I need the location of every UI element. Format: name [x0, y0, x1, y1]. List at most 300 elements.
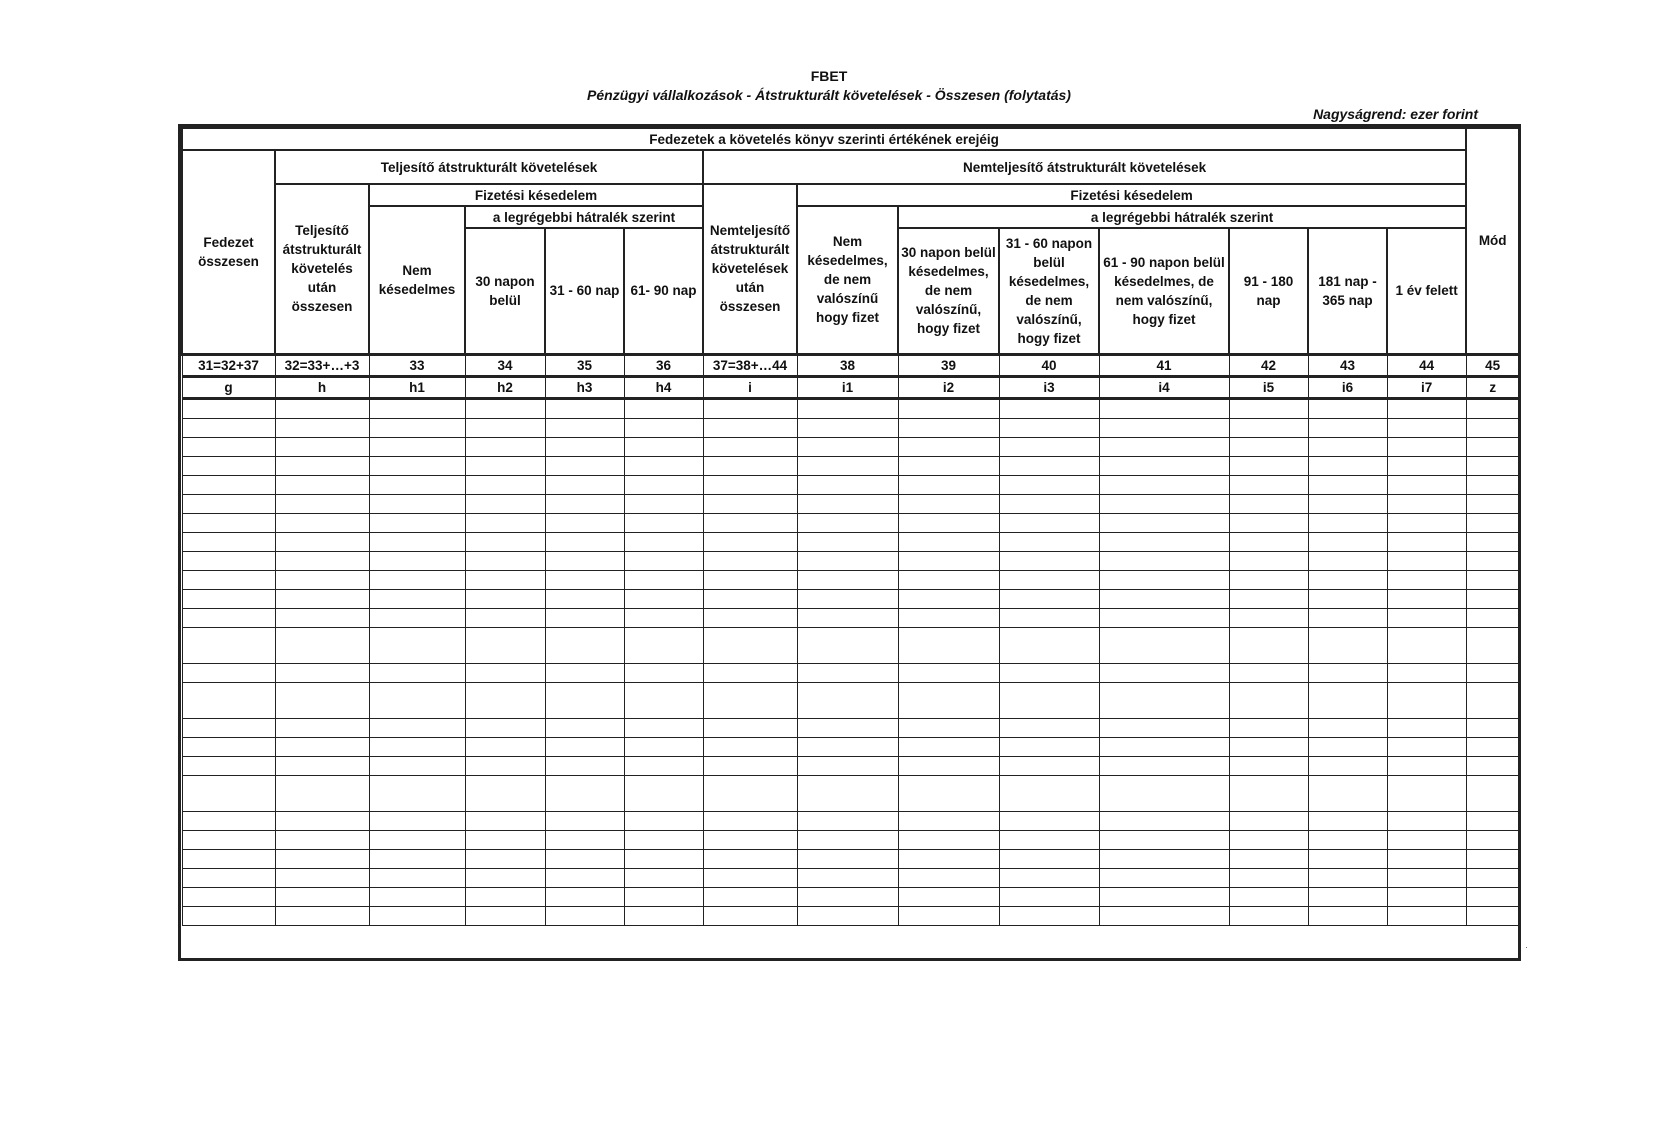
entry-cell[interactable] — [182, 437, 275, 456]
entry-cell[interactable] — [999, 868, 1099, 887]
entry-cell[interactable] — [369, 906, 465, 925]
entry-cell[interactable] — [999, 737, 1099, 756]
entry-cell[interactable] — [898, 737, 999, 756]
entry-cell[interactable] — [1466, 494, 1519, 513]
entry-cell[interactable] — [182, 475, 275, 494]
entry-cell[interactable] — [369, 663, 465, 682]
entry-cell[interactable] — [1229, 627, 1308, 663]
entry-cell[interactable] — [898, 627, 999, 663]
entry-cell[interactable] — [1099, 608, 1229, 627]
entry-cell[interactable] — [1099, 570, 1229, 589]
entry-cell[interactable] — [1229, 475, 1308, 494]
entry-cell[interactable] — [624, 608, 703, 627]
entry-cell[interactable] — [703, 475, 797, 494]
entry-cell[interactable] — [624, 418, 703, 437]
entry-cell[interactable] — [1308, 551, 1387, 570]
entry-cell[interactable] — [1387, 551, 1466, 570]
entry-cell[interactable] — [797, 589, 898, 608]
entry-cell[interactable] — [1308, 663, 1387, 682]
entry-cell[interactable] — [1229, 849, 1308, 868]
entry-cell[interactable] — [465, 737, 545, 756]
entry-cell[interactable] — [369, 532, 465, 551]
entry-cell[interactable] — [1466, 475, 1519, 494]
entry-cell[interactable] — [1387, 887, 1466, 906]
entry-cell[interactable] — [545, 627, 624, 663]
entry-cell[interactable] — [898, 811, 999, 830]
entry-cell[interactable] — [624, 570, 703, 589]
entry-cell[interactable] — [797, 418, 898, 437]
entry-cell[interactable] — [1229, 608, 1308, 627]
entry-cell[interactable] — [545, 718, 624, 737]
entry-cell[interactable] — [182, 830, 275, 849]
entry-cell[interactable] — [369, 627, 465, 663]
entry-cell[interactable] — [624, 756, 703, 775]
entry-cell[interactable] — [182, 608, 275, 627]
entry-cell[interactable] — [545, 811, 624, 830]
entry-cell[interactable] — [545, 849, 624, 868]
entry-cell[interactable] — [797, 906, 898, 925]
entry-cell[interactable] — [369, 494, 465, 513]
entry-cell[interactable] — [182, 513, 275, 532]
entry-cell[interactable] — [1229, 456, 1308, 475]
entry-cell[interactable] — [275, 775, 369, 811]
entry-cell[interactable] — [703, 456, 797, 475]
entry-cell[interactable] — [1387, 906, 1466, 925]
entry-cell[interactable] — [1099, 906, 1229, 925]
entry-cell[interactable] — [369, 775, 465, 811]
entry-cell[interactable] — [624, 718, 703, 737]
entry-cell[interactable] — [1308, 532, 1387, 551]
entry-cell[interactable] — [1466, 398, 1519, 418]
entry-cell[interactable] — [1229, 811, 1308, 830]
entry-cell[interactable] — [369, 437, 465, 456]
entry-cell[interactable] — [624, 775, 703, 811]
entry-cell[interactable] — [465, 608, 545, 627]
entry-cell[interactable] — [898, 682, 999, 718]
entry-cell[interactable] — [1387, 456, 1466, 475]
entry-cell[interactable] — [898, 849, 999, 868]
entry-cell[interactable] — [1099, 849, 1229, 868]
entry-cell[interactable] — [182, 775, 275, 811]
entry-cell[interactable] — [624, 589, 703, 608]
entry-cell[interactable] — [275, 418, 369, 437]
entry-cell[interactable] — [369, 551, 465, 570]
entry-cell[interactable] — [1229, 775, 1308, 811]
entry-cell[interactable] — [1229, 718, 1308, 737]
entry-cell[interactable] — [1308, 830, 1387, 849]
entry-cell[interactable] — [898, 868, 999, 887]
entry-cell[interactable] — [1308, 494, 1387, 513]
entry-cell[interactable] — [1466, 532, 1519, 551]
entry-cell[interactable] — [1387, 718, 1466, 737]
entry-cell[interactable] — [369, 682, 465, 718]
entry-cell[interactable] — [182, 398, 275, 418]
entry-cell[interactable] — [797, 756, 898, 775]
entry-cell[interactable] — [624, 475, 703, 494]
entry-cell[interactable] — [624, 887, 703, 906]
entry-cell[interactable] — [182, 906, 275, 925]
entry-cell[interactable] — [999, 775, 1099, 811]
entry-cell[interactable] — [624, 627, 703, 663]
entry-cell[interactable] — [1308, 811, 1387, 830]
entry-cell[interactable] — [703, 513, 797, 532]
entry-cell[interactable] — [182, 737, 275, 756]
entry-cell[interactable] — [1308, 570, 1387, 589]
entry-cell[interactable] — [624, 849, 703, 868]
entry-cell[interactable] — [1099, 475, 1229, 494]
entry-cell[interactable] — [703, 849, 797, 868]
entry-cell[interactable] — [999, 811, 1099, 830]
entry-cell[interactable] — [898, 718, 999, 737]
entry-cell[interactable] — [369, 398, 465, 418]
entry-cell[interactable] — [999, 849, 1099, 868]
entry-cell[interactable] — [465, 868, 545, 887]
entry-cell[interactable] — [182, 570, 275, 589]
entry-cell[interactable] — [1229, 551, 1308, 570]
entry-cell[interactable] — [1229, 906, 1308, 925]
entry-cell[interactable] — [369, 475, 465, 494]
entry-cell[interactable] — [369, 513, 465, 532]
entry-cell[interactable] — [797, 608, 898, 627]
entry-cell[interactable] — [1229, 418, 1308, 437]
entry-cell[interactable] — [898, 906, 999, 925]
entry-cell[interactable] — [1387, 737, 1466, 756]
entry-cell[interactable] — [465, 513, 545, 532]
entry-cell[interactable] — [1229, 830, 1308, 849]
entry-cell[interactable] — [465, 456, 545, 475]
entry-cell[interactable] — [1387, 682, 1466, 718]
entry-cell[interactable] — [999, 830, 1099, 849]
entry-cell[interactable] — [797, 682, 898, 718]
entry-cell[interactable] — [182, 494, 275, 513]
entry-cell[interactable] — [275, 737, 369, 756]
entry-cell[interactable] — [624, 830, 703, 849]
entry-cell[interactable] — [1387, 475, 1466, 494]
entry-cell[interactable] — [1387, 589, 1466, 608]
entry-cell[interactable] — [545, 513, 624, 532]
entry-cell[interactable] — [624, 456, 703, 475]
entry-cell[interactable] — [703, 663, 797, 682]
entry-cell[interactable] — [703, 868, 797, 887]
entry-cell[interactable] — [703, 682, 797, 718]
entry-cell[interactable] — [275, 456, 369, 475]
entry-cell[interactable] — [545, 682, 624, 718]
entry-cell[interactable] — [1387, 570, 1466, 589]
entry-cell[interactable] — [1466, 513, 1519, 532]
entry-cell[interactable] — [797, 551, 898, 570]
entry-cell[interactable] — [465, 589, 545, 608]
entry-cell[interactable] — [1229, 570, 1308, 589]
entry-cell[interactable] — [1466, 437, 1519, 456]
entry-cell[interactable] — [797, 775, 898, 811]
entry-cell[interactable] — [465, 475, 545, 494]
entry-cell[interactable] — [703, 737, 797, 756]
entry-cell[interactable] — [275, 608, 369, 627]
entry-cell[interactable] — [703, 589, 797, 608]
entry-cell[interactable] — [797, 663, 898, 682]
entry-cell[interactable] — [369, 756, 465, 775]
entry-cell[interactable] — [1308, 737, 1387, 756]
entry-cell[interactable] — [1308, 398, 1387, 418]
entry-cell[interactable] — [1099, 437, 1229, 456]
entry-cell[interactable] — [465, 887, 545, 906]
entry-cell[interactable] — [898, 775, 999, 811]
entry-cell[interactable] — [999, 437, 1099, 456]
entry-cell[interactable] — [999, 663, 1099, 682]
entry-cell[interactable] — [182, 682, 275, 718]
entry-cell[interactable] — [1387, 418, 1466, 437]
entry-cell[interactable] — [275, 887, 369, 906]
entry-cell[interactable] — [275, 682, 369, 718]
entry-cell[interactable] — [898, 551, 999, 570]
entry-cell[interactable] — [1387, 513, 1466, 532]
entry-cell[interactable] — [703, 437, 797, 456]
entry-cell[interactable] — [1466, 627, 1519, 663]
entry-cell[interactable] — [545, 663, 624, 682]
entry-cell[interactable] — [797, 849, 898, 868]
entry-cell[interactable] — [1466, 737, 1519, 756]
entry-cell[interactable] — [545, 737, 624, 756]
entry-cell[interactable] — [275, 849, 369, 868]
entry-cell[interactable] — [624, 513, 703, 532]
entry-cell[interactable] — [182, 868, 275, 887]
entry-cell[interactable] — [1099, 868, 1229, 887]
entry-cell[interactable] — [1099, 775, 1229, 811]
entry-cell[interactable] — [1099, 532, 1229, 551]
entry-cell[interactable] — [999, 551, 1099, 570]
entry-cell[interactable] — [465, 494, 545, 513]
entry-cell[interactable] — [275, 868, 369, 887]
entry-cell[interactable] — [1466, 589, 1519, 608]
entry-cell[interactable] — [1308, 627, 1387, 663]
entry-cell[interactable] — [545, 775, 624, 811]
entry-cell[interactable] — [465, 718, 545, 737]
entry-cell[interactable] — [1387, 398, 1466, 418]
entry-cell[interactable] — [898, 608, 999, 627]
entry-cell[interactable] — [369, 811, 465, 830]
entry-cell[interactable] — [369, 868, 465, 887]
entry-cell[interactable] — [1229, 589, 1308, 608]
entry-cell[interactable] — [797, 830, 898, 849]
entry-cell[interactable] — [1466, 418, 1519, 437]
entry-cell[interactable] — [703, 830, 797, 849]
entry-cell[interactable] — [1466, 663, 1519, 682]
entry-cell[interactable] — [1229, 663, 1308, 682]
entry-cell[interactable] — [703, 494, 797, 513]
entry-cell[interactable] — [275, 570, 369, 589]
entry-cell[interactable] — [1466, 682, 1519, 718]
entry-cell[interactable] — [1387, 437, 1466, 456]
entry-cell[interactable] — [182, 532, 275, 551]
entry-cell[interactable] — [999, 682, 1099, 718]
entry-cell[interactable] — [182, 718, 275, 737]
entry-cell[interactable] — [182, 849, 275, 868]
entry-cell[interactable] — [1466, 849, 1519, 868]
entry-cell[interactable] — [1387, 775, 1466, 811]
entry-cell[interactable] — [1099, 756, 1229, 775]
entry-cell[interactable] — [898, 830, 999, 849]
entry-cell[interactable] — [1308, 906, 1387, 925]
entry-cell[interactable] — [182, 887, 275, 906]
entry-cell[interactable] — [1099, 589, 1229, 608]
entry-cell[interactable] — [703, 811, 797, 830]
entry-cell[interactable] — [1466, 887, 1519, 906]
entry-cell[interactable] — [1308, 849, 1387, 868]
entry-cell[interactable] — [369, 608, 465, 627]
entry-cell[interactable] — [545, 475, 624, 494]
entry-cell[interactable] — [369, 589, 465, 608]
entry-cell[interactable] — [703, 418, 797, 437]
entry-cell[interactable] — [1387, 830, 1466, 849]
entry-cell[interactable] — [797, 494, 898, 513]
entry-cell[interactable] — [545, 456, 624, 475]
entry-cell[interactable] — [275, 811, 369, 830]
entry-cell[interactable] — [703, 627, 797, 663]
entry-cell[interactable] — [275, 627, 369, 663]
entry-cell[interactable] — [545, 906, 624, 925]
entry-cell[interactable] — [898, 513, 999, 532]
entry-cell[interactable] — [624, 437, 703, 456]
entry-cell[interactable] — [999, 418, 1099, 437]
entry-cell[interactable] — [898, 663, 999, 682]
entry-cell[interactable] — [275, 494, 369, 513]
entry-cell[interactable] — [1099, 830, 1229, 849]
entry-cell[interactable] — [999, 627, 1099, 663]
entry-cell[interactable] — [703, 775, 797, 811]
entry-cell[interactable] — [1229, 737, 1308, 756]
entry-cell[interactable] — [797, 513, 898, 532]
entry-cell[interactable] — [1387, 868, 1466, 887]
entry-cell[interactable] — [369, 849, 465, 868]
entry-cell[interactable] — [797, 627, 898, 663]
entry-cell[interactable] — [465, 663, 545, 682]
entry-cell[interactable] — [999, 756, 1099, 775]
entry-cell[interactable] — [1466, 906, 1519, 925]
entry-cell[interactable] — [1229, 398, 1308, 418]
entry-cell[interactable] — [624, 737, 703, 756]
entry-cell[interactable] — [465, 570, 545, 589]
entry-cell[interactable] — [182, 627, 275, 663]
entry-cell[interactable] — [465, 906, 545, 925]
entry-cell[interactable] — [465, 811, 545, 830]
entry-cell[interactable] — [797, 887, 898, 906]
entry-cell[interactable] — [1229, 494, 1308, 513]
entry-cell[interactable] — [1099, 663, 1229, 682]
entry-cell[interactable] — [703, 718, 797, 737]
entry-cell[interactable] — [1387, 756, 1466, 775]
entry-cell[interactable] — [275, 756, 369, 775]
entry-cell[interactable] — [999, 589, 1099, 608]
entry-cell[interactable] — [1099, 627, 1229, 663]
entry-cell[interactable] — [545, 608, 624, 627]
entry-cell[interactable] — [1466, 830, 1519, 849]
entry-cell[interactable] — [182, 456, 275, 475]
entry-cell[interactable] — [1229, 682, 1308, 718]
entry-cell[interactable] — [898, 475, 999, 494]
entry-cell[interactable] — [465, 418, 545, 437]
entry-cell[interactable] — [465, 756, 545, 775]
entry-cell[interactable] — [1229, 756, 1308, 775]
entry-cell[interactable] — [1099, 737, 1229, 756]
entry-cell[interactable] — [182, 589, 275, 608]
entry-cell[interactable] — [797, 718, 898, 737]
entry-cell[interactable] — [1466, 868, 1519, 887]
entry-cell[interactable] — [1466, 551, 1519, 570]
entry-cell[interactable] — [999, 608, 1099, 627]
entry-cell[interactable] — [465, 627, 545, 663]
entry-cell[interactable] — [1466, 718, 1519, 737]
entry-cell[interactable] — [1466, 570, 1519, 589]
entry-cell[interactable] — [624, 532, 703, 551]
entry-cell[interactable] — [1308, 868, 1387, 887]
entry-cell[interactable] — [1099, 887, 1229, 906]
entry-cell[interactable] — [182, 811, 275, 830]
entry-cell[interactable] — [703, 398, 797, 418]
entry-cell[interactable] — [1466, 811, 1519, 830]
entry-cell[interactable] — [275, 589, 369, 608]
entry-cell[interactable] — [1099, 398, 1229, 418]
entry-cell[interactable] — [898, 887, 999, 906]
entry-cell[interactable] — [465, 682, 545, 718]
entry-cell[interactable] — [465, 532, 545, 551]
entry-cell[interactable] — [999, 475, 1099, 494]
entry-cell[interactable] — [999, 532, 1099, 551]
entry-cell[interactable] — [182, 663, 275, 682]
entry-cell[interactable] — [898, 532, 999, 551]
entry-cell[interactable] — [545, 398, 624, 418]
entry-cell[interactable] — [797, 570, 898, 589]
entry-cell[interactable] — [797, 532, 898, 551]
entry-cell[interactable] — [369, 718, 465, 737]
entry-cell[interactable] — [999, 456, 1099, 475]
entry-cell[interactable] — [1308, 756, 1387, 775]
entry-cell[interactable] — [1308, 513, 1387, 532]
entry-cell[interactable] — [1229, 868, 1308, 887]
entry-cell[interactable] — [545, 551, 624, 570]
entry-cell[interactable] — [624, 663, 703, 682]
entry-cell[interactable] — [545, 418, 624, 437]
entry-cell[interactable] — [275, 830, 369, 849]
entry-cell[interactable] — [1099, 494, 1229, 513]
entry-cell[interactable] — [1387, 811, 1466, 830]
entry-cell[interactable] — [898, 418, 999, 437]
entry-cell[interactable] — [999, 513, 1099, 532]
entry-cell[interactable] — [898, 437, 999, 456]
entry-cell[interactable] — [624, 494, 703, 513]
entry-cell[interactable] — [369, 830, 465, 849]
entry-cell[interactable] — [624, 551, 703, 570]
entry-cell[interactable] — [1466, 775, 1519, 811]
entry-cell[interactable] — [465, 437, 545, 456]
entry-cell[interactable] — [275, 398, 369, 418]
entry-cell[interactable] — [797, 811, 898, 830]
entry-cell[interactable] — [1308, 475, 1387, 494]
entry-cell[interactable] — [1099, 811, 1229, 830]
entry-cell[interactable] — [1387, 663, 1466, 682]
entry-cell[interactable] — [182, 418, 275, 437]
entry-cell[interactable] — [545, 494, 624, 513]
entry-cell[interactable] — [1229, 532, 1308, 551]
entry-cell[interactable] — [624, 811, 703, 830]
entry-cell[interactable] — [275, 906, 369, 925]
entry-cell[interactable] — [465, 849, 545, 868]
entry-cell[interactable] — [1387, 532, 1466, 551]
entry-cell[interactable] — [898, 756, 999, 775]
entry-cell[interactable] — [624, 398, 703, 418]
entry-cell[interactable] — [1099, 513, 1229, 532]
entry-cell[interactable] — [465, 398, 545, 418]
entry-cell[interactable] — [1099, 718, 1229, 737]
